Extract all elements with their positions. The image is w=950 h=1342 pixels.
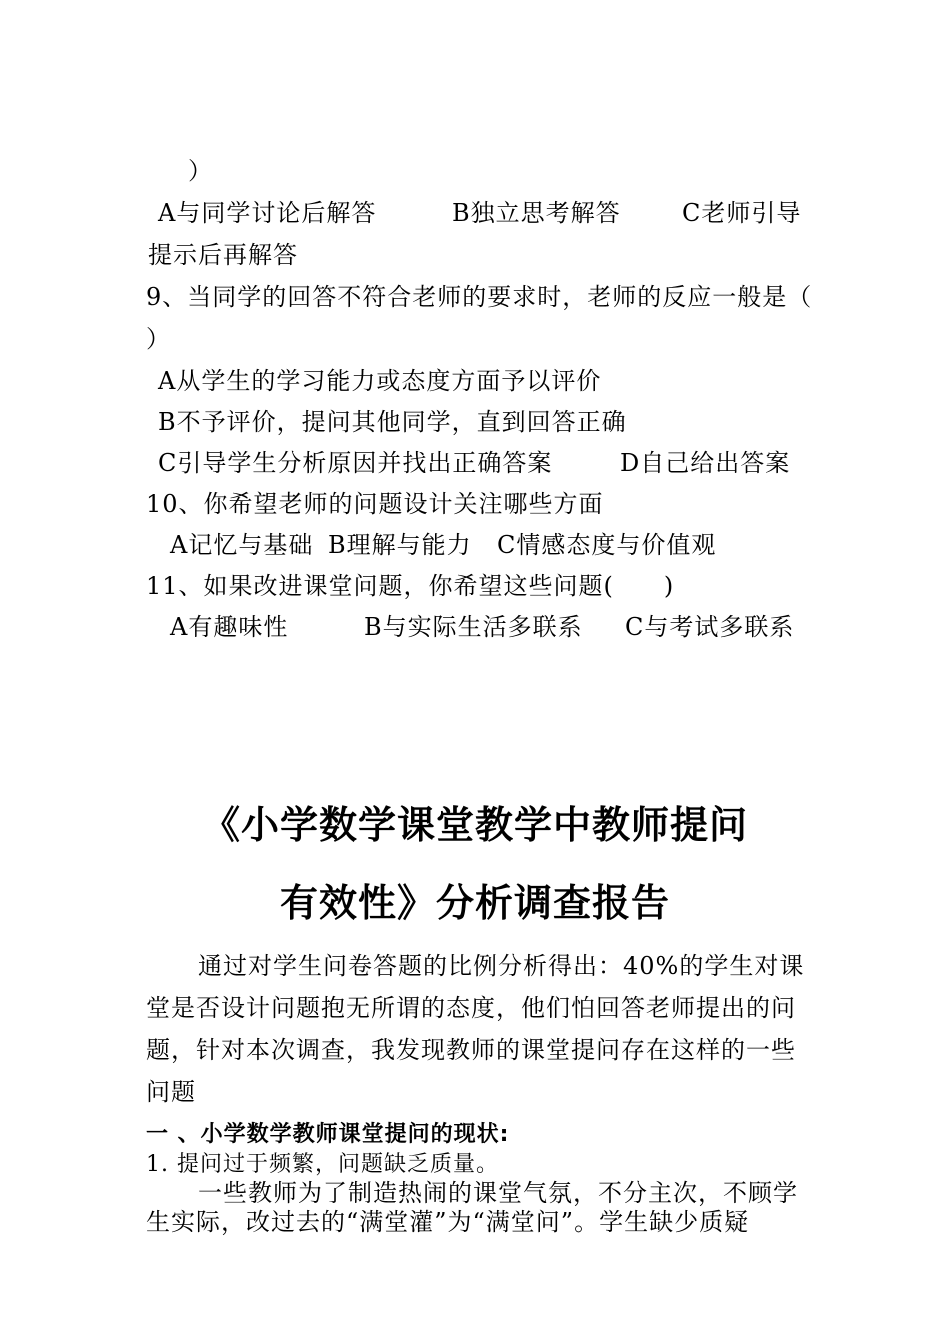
q9-option-d: D自己给出答案	[620, 449, 791, 477]
section-heading: 一 、小学数学教师课堂提问的现状:	[146, 1122, 510, 1147]
point-heading: 1. 提问过于频繁，问题缺乏质量。	[146, 1152, 499, 1177]
q8-option-c: C老师引导	[682, 199, 802, 227]
q10-option-a: A记忆与基础	[170, 531, 314, 559]
intro-paragraph-line4: 问题	[146, 1078, 196, 1106]
q10-stem: 10、你希望老师的问题设计关注哪些方面	[146, 490, 604, 518]
q11-option-a: A有趣味性	[170, 613, 289, 641]
q11-option-c: C与考试多联系	[625, 613, 795, 641]
report-title-line2: 有效性》分析调查报告	[279, 881, 670, 925]
q9-option-b: B不予评价，提问其他同学，直到回答正确	[158, 408, 627, 436]
point-paragraph-line1: 一些教师为了制造热闹的课堂气氛，不分主次，不顾学	[198, 1179, 798, 1207]
q8-option-a: A与同学讨论后解答	[158, 199, 377, 227]
report-title-line1: 《小学数学课堂教学中教师提问	[201, 803, 748, 847]
q11-stem: 11、如果改进课堂问题，你希望这些问题( )	[146, 572, 675, 600]
q9-stem: 9、当同学的回答不符合老师的要求时，老师的反应一般是（	[146, 283, 813, 311]
point-paragraph-line2: 生实际，改过去的“满堂灌”为“满堂问”。学生缺少质疑	[146, 1208, 750, 1236]
q9-closing-paren: ）	[146, 325, 171, 353]
q8-option-b: B独立思考解答	[452, 199, 621, 227]
q10-option-c: C情感态度与价值观	[497, 531, 717, 559]
q8-option-c-continued: 提示后再解答	[148, 241, 298, 269]
q8-closing-paren: ）	[188, 157, 213, 185]
intro-paragraph-line1: 通过对学生问卷答题的比例分析得出：40%的学生对课	[198, 952, 805, 980]
q11-option-b: B与实际生活多联系	[364, 613, 583, 641]
q9-option-a: A从学生的学习能力或态度方面予以评价	[158, 367, 602, 395]
q9-option-c: C引导学生分析原因并找出正确答案	[158, 449, 553, 477]
intro-paragraph-line2: 堂是否设计问题抱无所谓的态度，他们怕回答老师提出的问	[146, 994, 796, 1022]
q10-option-b: B理解与能力	[328, 531, 472, 559]
intro-paragraph-line3: 题，针对本次调查，我发现教师的课堂提问存在这样的一些	[146, 1036, 796, 1064]
